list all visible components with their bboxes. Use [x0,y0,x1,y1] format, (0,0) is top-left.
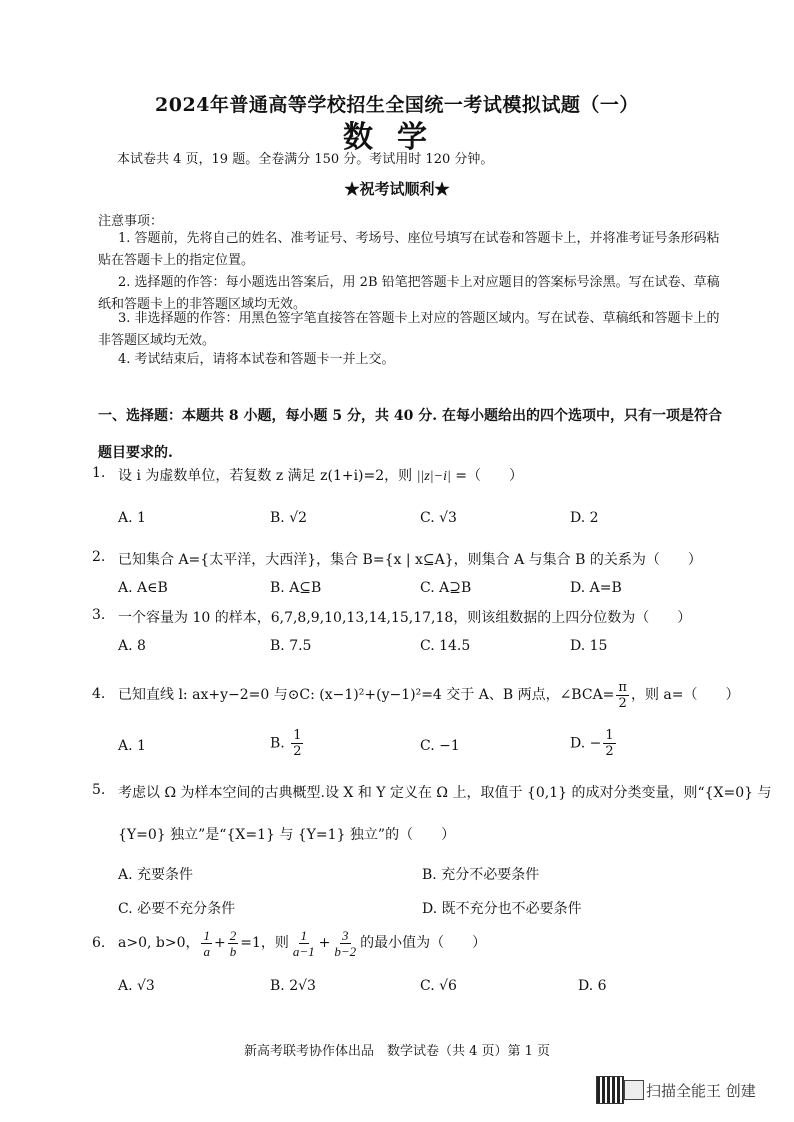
app-logo-icon [624,1080,644,1100]
option-a: A. 1 [118,510,146,526]
option-c: C. √3 [420,510,457,526]
note-item: 1. 答题前，先将自己的姓名、准考证号、考场号、座位号填写在试卷和答题卡上，并将准考证号条形码粘贴在答题卡上的指定位置。 [98,231,720,268]
q4-tail: ，则 a=（ ） [630,687,740,703]
question-number: 3. [92,607,106,623]
half-fraction: $\frac{1}{2}$ [293,728,302,759]
option-c: C. 14.5 [420,638,471,654]
question-4-text [118,678,740,712]
option-d: D. 既不充分也不必要条件 [422,901,582,917]
exam-info: 本试卷共 4 页，19 题。全卷满分 150 分。考试用时 120 分钟。 [117,152,494,167]
option-b: B. 2√3 [270,978,316,994]
option-d: D. 6 [578,978,607,994]
question-5-line1: 考虑以 Ω 为样本空间的古典概型.设 X 和 Y 定义在 Ω 上，取值于 {0,1} 的成对分类变量，则“{X=0} 与 [118,785,772,801]
question-number: 4. [92,686,106,702]
option-b: B. 7.5 [270,638,312,654]
option-b: B. $\frac{1}{2}$ [270,728,302,759]
option-a: A. A∈B [118,580,168,596]
option-c: C. A⊇B [420,580,472,596]
page-footer: 新高考联考协作体出品 数学试卷（共 4 页）第 1 页 [243,1044,551,1059]
option-d: D. − $\frac{1}{2}$ [570,728,614,759]
pi-over-2-fraction: $\frac{\pi}{2}$ [618,679,627,711]
section-heading: 一、选择题：本题共 8 小题，每小题 5 分，共 40 分. 在每小题给出的四个选项中，只有一项是符合题目要求的. [98,408,722,461]
question-number: 6. [92,935,106,951]
exam-title: 2024年普通高等学校招生全国统一考试模拟试题（一） [155,94,639,116]
option-b: B. A⊆B [270,580,322,596]
option-c: C. 必要不充分条件 [118,901,236,917]
q1-tail: =（ ） [455,468,523,484]
subject-heading: 数学 [343,120,451,155]
question-number: 2. [92,549,106,565]
question-2-text: 已知集合 A={太平洋，大西洋}，集合 B={x | x⊆A}，则集合 A 与集合 B 的关系为（ ） [118,552,702,568]
question-number: 5. [92,782,106,798]
good-luck-slogan: ★祝考试顺利★ [344,180,450,198]
option-b: B. 充分不必要条件 [422,867,540,883]
question-5-line2: {Y=0} 独立”是“{X=1} 与 {Y=1} 独立”的（ ） [118,827,456,843]
q1-expression: ||z|−i| [416,469,451,484]
option-b: B. √2 [270,510,308,526]
note-item: 2. 选择题的作答：每小题选出答案后，用 2B 铅笔把答题卡上对应题目的答案标号涂黑。写在试卷、草稿纸和答题卡上的非答题区域均无效。 [98,275,720,312]
q6-stem: a>0, b>0， [118,935,200,951]
qr-code-icon [596,1076,624,1104]
question-3-text: 一个容量为 10 的样本，6,7,8,9,10,13,14,15,17,18，则该组数据的上四分位数为（ ） [118,610,692,626]
option-c: C. √6 [420,978,457,994]
fraction: $\frac{3}{b-2}$ [334,927,357,959]
option-d: D. 2 [570,510,599,526]
option-a: A. 充要条件 [118,867,194,883]
option-c: C. −1 [420,738,460,754]
option-a: A. 1 [118,738,146,754]
note-item: 3. 非选择题的作答：用黑色签字笔直接答在答题卡上对应的答题区域内。写在试卷、草稿纸和答题卡上的非答题区域均无效。 [98,311,720,348]
q4-stem: 已知直线 l: ax+y−2=0 与⊙C: (x−1)²+(y−1)²=4 交于 A、B 两点，∠BCA= [118,687,615,703]
half-fraction: $\frac{1}{2}$ [605,728,614,759]
option-d: D. A=B [570,580,622,596]
fraction: $\frac{1}{a}$ [203,927,210,959]
scanner-watermark [596,1076,766,1106]
notes-title: 注意事项： [98,214,164,229]
fraction: $\frac{1}{a-1}$ [292,927,315,959]
note-item: 4. 考试结束后，请将本试卷和答题卡一并上交。 [118,352,395,367]
option-d: D. 15 [570,638,608,654]
question-number: 1. [92,465,106,481]
option-a: A. √3 [118,978,155,994]
question-1-text [118,465,523,485]
q1-stem: 设 i 为虚数单位，若复数 z 满足 z(1+i)=2，则 [118,468,413,484]
question-6-text: a>0, b>0， $\frac{1}{a}$ + $\frac{2}{b}$ =1，则 $\frac{1}{a-1}$ + $\frac{3}{b-2}$ 的最小值为（ ） [118,927,487,959]
watermark-text: 扫描全能王 创建 [646,1082,756,1100]
option-a: A. 8 [118,638,146,654]
fraction: $\frac{2}{b}$ [229,927,237,959]
